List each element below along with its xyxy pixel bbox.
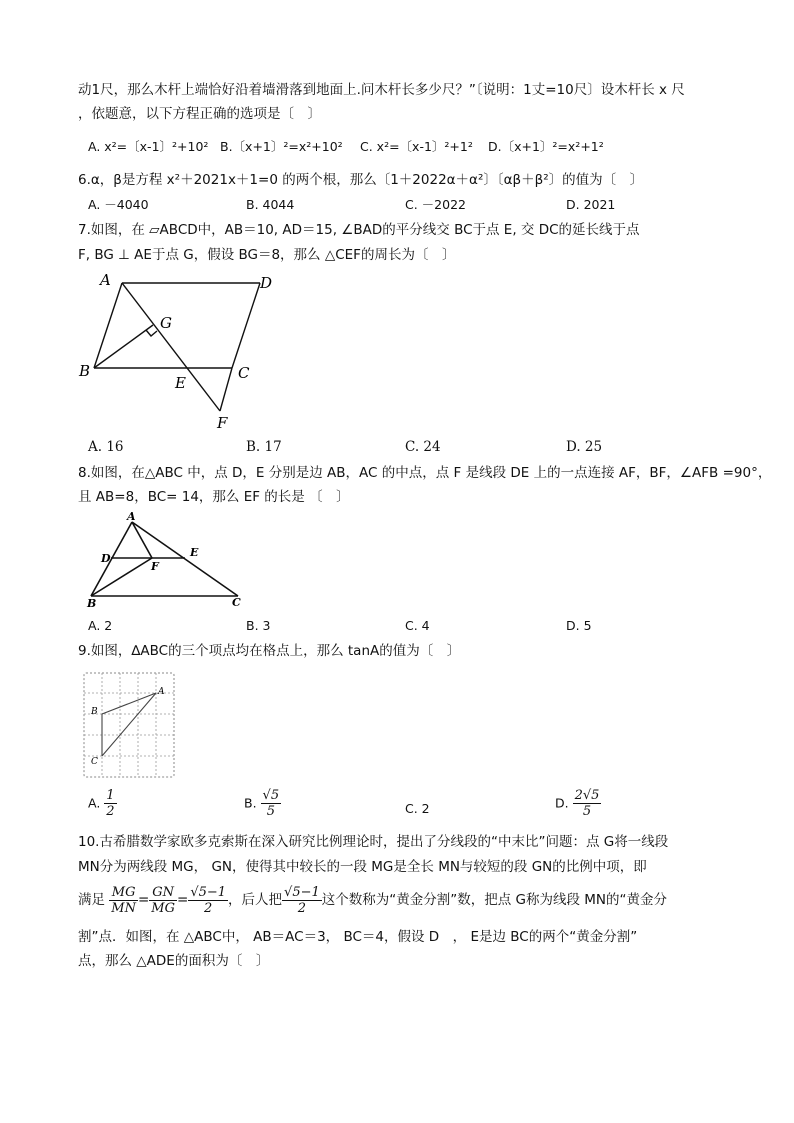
q9-option-b-letter: B. [244,795,257,811]
q9-stem: 9.如图，∆ABC的三个项点均在格点上，那么 tanA的值为〔 〕 [78,643,461,659]
q10-f1-num: MG [109,885,138,901]
q9-option-d-denominator: 5 [582,804,592,819]
q9-option-d-fraction [573,788,602,819]
q6-stem: 6.α，β是方程 x²＋2021x＋1=0 的两个根，那么〔1＋2022α＋α²〕〔αβ＋β²〕的值为〔 〕 [78,172,644,188]
q7-option-d[interactable]: D. 25 [566,439,603,455]
q10-fraction-golden [188,885,228,916]
q10-stem-line4: 割”点．如图，在 △ABC中， AB＝AC＝3， BC＝4，假设 D ， E是边 BC的两个“黄金分割” [78,929,638,945]
q9-option-a-numerator: 1 [106,788,115,803]
q8-label-c: C [232,596,241,609]
q7-label-g: G [160,314,172,332]
q10-f2-num: GN [149,885,177,901]
q9-grid-figure [80,668,180,780]
q9-option-a-denominator: 2 [106,804,115,819]
q9-option-a-letter: A. [88,795,101,811]
q10-f3-num: √5−1 [190,884,227,900]
q8-stem-line2: 且 AB=8，BC= 14，那么 EF 的长是 〔 〕 [78,489,350,505]
q5-option-b[interactable]: B.〔x+1〕²=x²+10² [220,139,343,154]
q9-option-d-letter: D. [555,795,569,811]
q5-stem-line1: 动1尺，那么木杆上端恰好沿着墙滑落到地面上.问木杆长多少尺？”〔说明：1丈=10尺〕设木杆长 x 尺 [78,82,685,98]
q7-parallelogram-figure [74,272,294,432]
q10-post-text: 这个数称为“黄金分割”数，把点 G称为线段 MN的“黄金分 [321,892,668,908]
q7-label-e: E [175,374,186,392]
q8-label-f: F [151,560,159,573]
q9-option-a[interactable] [88,788,117,819]
q7-option-a[interactable]: A. 16 [88,439,124,455]
q8-option-d[interactable]: D. 5 [566,618,592,633]
q10-mid-text: ，后人把 [228,892,283,908]
q7-label-f: F [217,414,228,432]
q10-fraction-mg-mn [109,885,138,916]
q7-label-b: B [79,362,91,380]
q7-option-b[interactable]: B. 17 [246,439,282,455]
q6-option-a[interactable]: A. －4040 [88,197,149,212]
q5-option-c[interactable]: C. x²=〔x-1〕²+1² [360,139,473,154]
q9-option-b-denominator: 5 [266,804,275,819]
q6-option-c[interactable]: C. －2022 [405,197,466,212]
q10-stem-line1: 10.古希腊数学家欧多克索斯在深入研究比例理论时，提出了分线段的“中末比”问题：点 G将一线段 [78,834,669,850]
q8-option-b[interactable]: B. 3 [246,618,271,633]
q9-label-a: A [158,687,165,697]
q10-satisfy-label: 满足 [78,892,105,908]
q8-option-a[interactable]: A. 2 [88,618,113,633]
q10-stem-line3: 满足 $\frac{MG}{MN}$ = $\frac{GN}{MG}$ = $\frac{√5-1}{2}$ ，后人把 $\frac{√5-1}{2}$ 这个数称为“黄金分割”数，把点 G称为线段 MN的“黄金分 [78,884,668,916]
q7-label-c: C [238,364,250,382]
q7-option-c[interactable]: C. 24 [405,439,441,455]
q8-label-e: E [190,546,199,559]
q9-label-b: B [91,707,98,717]
q6-option-d[interactable]: D. 2021 [566,197,616,212]
q10-stem-line5: 点，那么 △ADE的面积为〔 〕 [78,953,270,969]
q8-triangle-figure [80,510,250,610]
q6-option-b[interactable]: B. 4044 [246,197,295,212]
q10-f4-num: √5−1 [284,884,320,900]
q9-option-b-numerator: √5 [262,788,280,803]
q10-fraction-gn-mg [149,885,177,916]
q8-label-a: A [127,510,136,523]
q9-option-d[interactable] [555,788,601,819]
q10-f2-den: MG [151,900,175,916]
q10-stem-line2: MN分为两线段 MG， GN，使得其中较长的一段 MG是全长 MN与较短的段 GN的比例中项，即 [78,859,647,875]
q9-option-b[interactable] [244,788,281,819]
q9-option-b-fraction [261,788,282,819]
q7-stem-line1: 7.如图，在 ▱ABCD中，AB＝10, AD＝15, ∠BAD的平分线交 BC于点 E, 交 DC的延长线于点 [78,222,640,238]
q9-option-c[interactable]: C. 2 [405,801,430,816]
q10-f3-den: 2 [204,900,213,916]
q8-label-d: D [101,552,111,565]
q10-f1-den: MN [111,900,136,916]
q9-label-c: C [91,757,98,767]
q8-label-b: B [87,597,97,610]
q9-option-d-numerator: 2√5 [574,788,600,803]
q10-fraction-golden-2 [282,885,322,916]
q7-label-a: A [100,272,111,289]
q10-f4-den: 2 [297,900,307,916]
q9-option-a-fraction [104,788,116,819]
q8-option-c[interactable]: C. 4 [405,618,430,633]
q5-option-d[interactable]: D.〔x+1〕²=x²+1² [488,139,604,154]
q5-option-a[interactable]: A. x²=〔x-1〕²+10² [88,139,209,154]
q7-label-d: D [260,274,273,292]
q8-stem-line1: 8.如图，在△ABC 中，点 D，E 分别是边 AB，AC 的中点，点 F 是线段 DE 上的一点连接 AF，BF，∠AFB =90°， [78,465,772,481]
q7-stem-line2: F, BG ⊥ AE于点 G，假设 BG＝8，那么 △CEF的周长为〔 〕 [78,247,456,263]
q5-stem-line2: ，依题意，以下方程正确的选项是〔 〕 [78,106,321,122]
